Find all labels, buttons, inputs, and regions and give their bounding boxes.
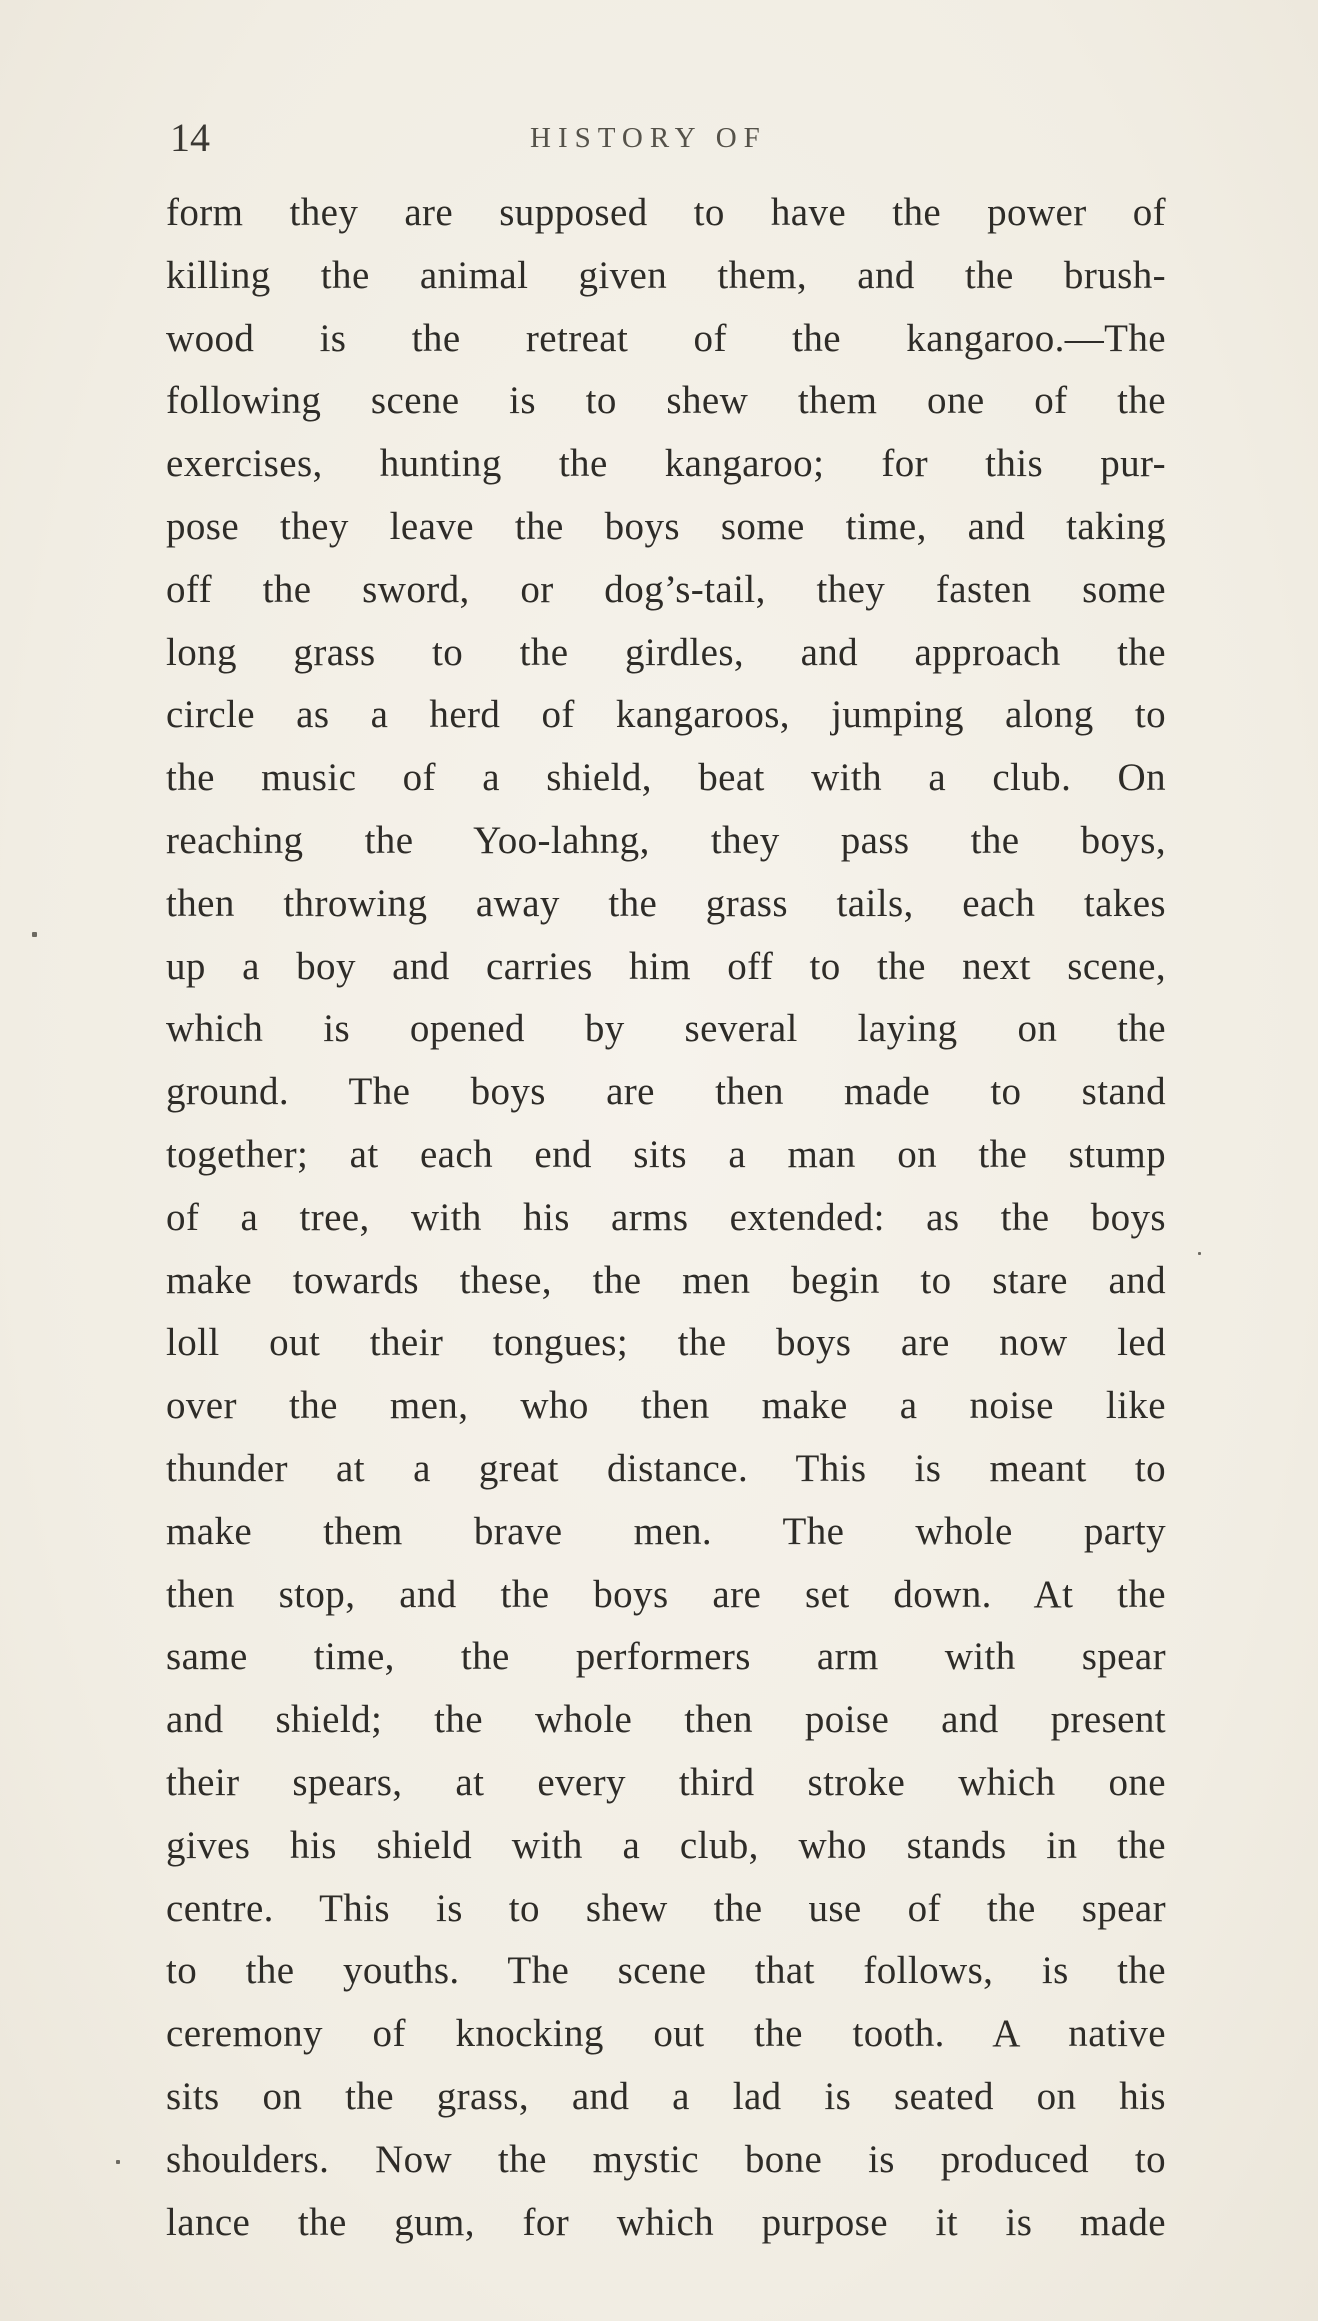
text-line: centre. This is to shew the use of the spear (166, 1886, 1166, 1930)
text-line: up a boy and carries him off to the next scene, (166, 944, 1166, 988)
text-line: same time, the performers arm with spear (166, 1635, 1166, 1679)
text-line: the music of a shield, beat with a club. On (166, 756, 1166, 800)
text-line: wood is the retreat of the kangaroo.—The (166, 316, 1166, 360)
text-line: together; at each end sits a man on the stump (166, 1132, 1166, 1176)
text-line: exercises, hunting the kangaroo; for this pur- (166, 442, 1166, 486)
text-line: ceremony of knocking out the tooth. A native (166, 2012, 1166, 2056)
text-line: reaching the Yoo-lahng, they pass the boys, (166, 818, 1166, 862)
text-line: gives his shield with a club, who stands in the (166, 1823, 1166, 1867)
text-line: then stop, and the boys are set down. At the (166, 1572, 1166, 1616)
text-line: pose they leave the boys some time, and taking (166, 504, 1166, 548)
text-line: thunder at a great distance. This is meant to (166, 1446, 1166, 1490)
text-line: long grass to the girdles, and approach the (166, 630, 1166, 674)
running-head: HISTORY OF (530, 122, 767, 154)
text-line: make them brave men. The whole party (166, 1509, 1166, 1553)
text-line: off the sword, or dog’s-tail, they fasten some (166, 567, 1166, 611)
text-line: shoulders. Now the mystic bone is produced to (166, 2137, 1166, 2181)
page-number: 14 (170, 115, 210, 160)
text-line: of a tree, with his arms extended: as the boys (166, 1195, 1166, 1239)
text-line: then throwing away the grass tails, each takes (166, 881, 1166, 925)
paper-speck (1198, 1252, 1201, 1255)
text-line: killing the animal given them, and the brush- (166, 253, 1166, 297)
text-line: form they are supposed to have the power of (166, 191, 1166, 234)
text-line: to the youths. The scene that follows, is the (166, 1949, 1166, 1993)
text-line: which is opened by several laying on the (166, 1007, 1166, 1051)
text-line: lance the gum, for which purpose it is made (166, 2200, 1166, 2244)
text-line: and shield; the whole then poise and present (166, 1698, 1166, 1742)
text-line: loll out their tongues; the boys are now led (166, 1321, 1166, 1365)
paper-speck (32, 932, 37, 937)
text-line: sits on the grass, and a lad is seated on his (166, 2074, 1166, 2118)
page-header (170, 108, 1150, 168)
paper-speck (116, 2160, 120, 2164)
text-line: make towards these, the men begin to stare and (166, 1258, 1166, 1302)
text-line: circle as a herd of kangaroos, jumping along to (166, 693, 1166, 737)
text-line: their spears, at every third stroke which one (166, 1760, 1166, 1804)
body-text (166, 182, 1166, 2254)
text-line: following scene is to shew them one of the (166, 379, 1166, 423)
text-line: over the men, who then make a noise like (166, 1384, 1166, 1428)
text-line: ground. The boys are then made to stand (166, 1070, 1166, 1114)
